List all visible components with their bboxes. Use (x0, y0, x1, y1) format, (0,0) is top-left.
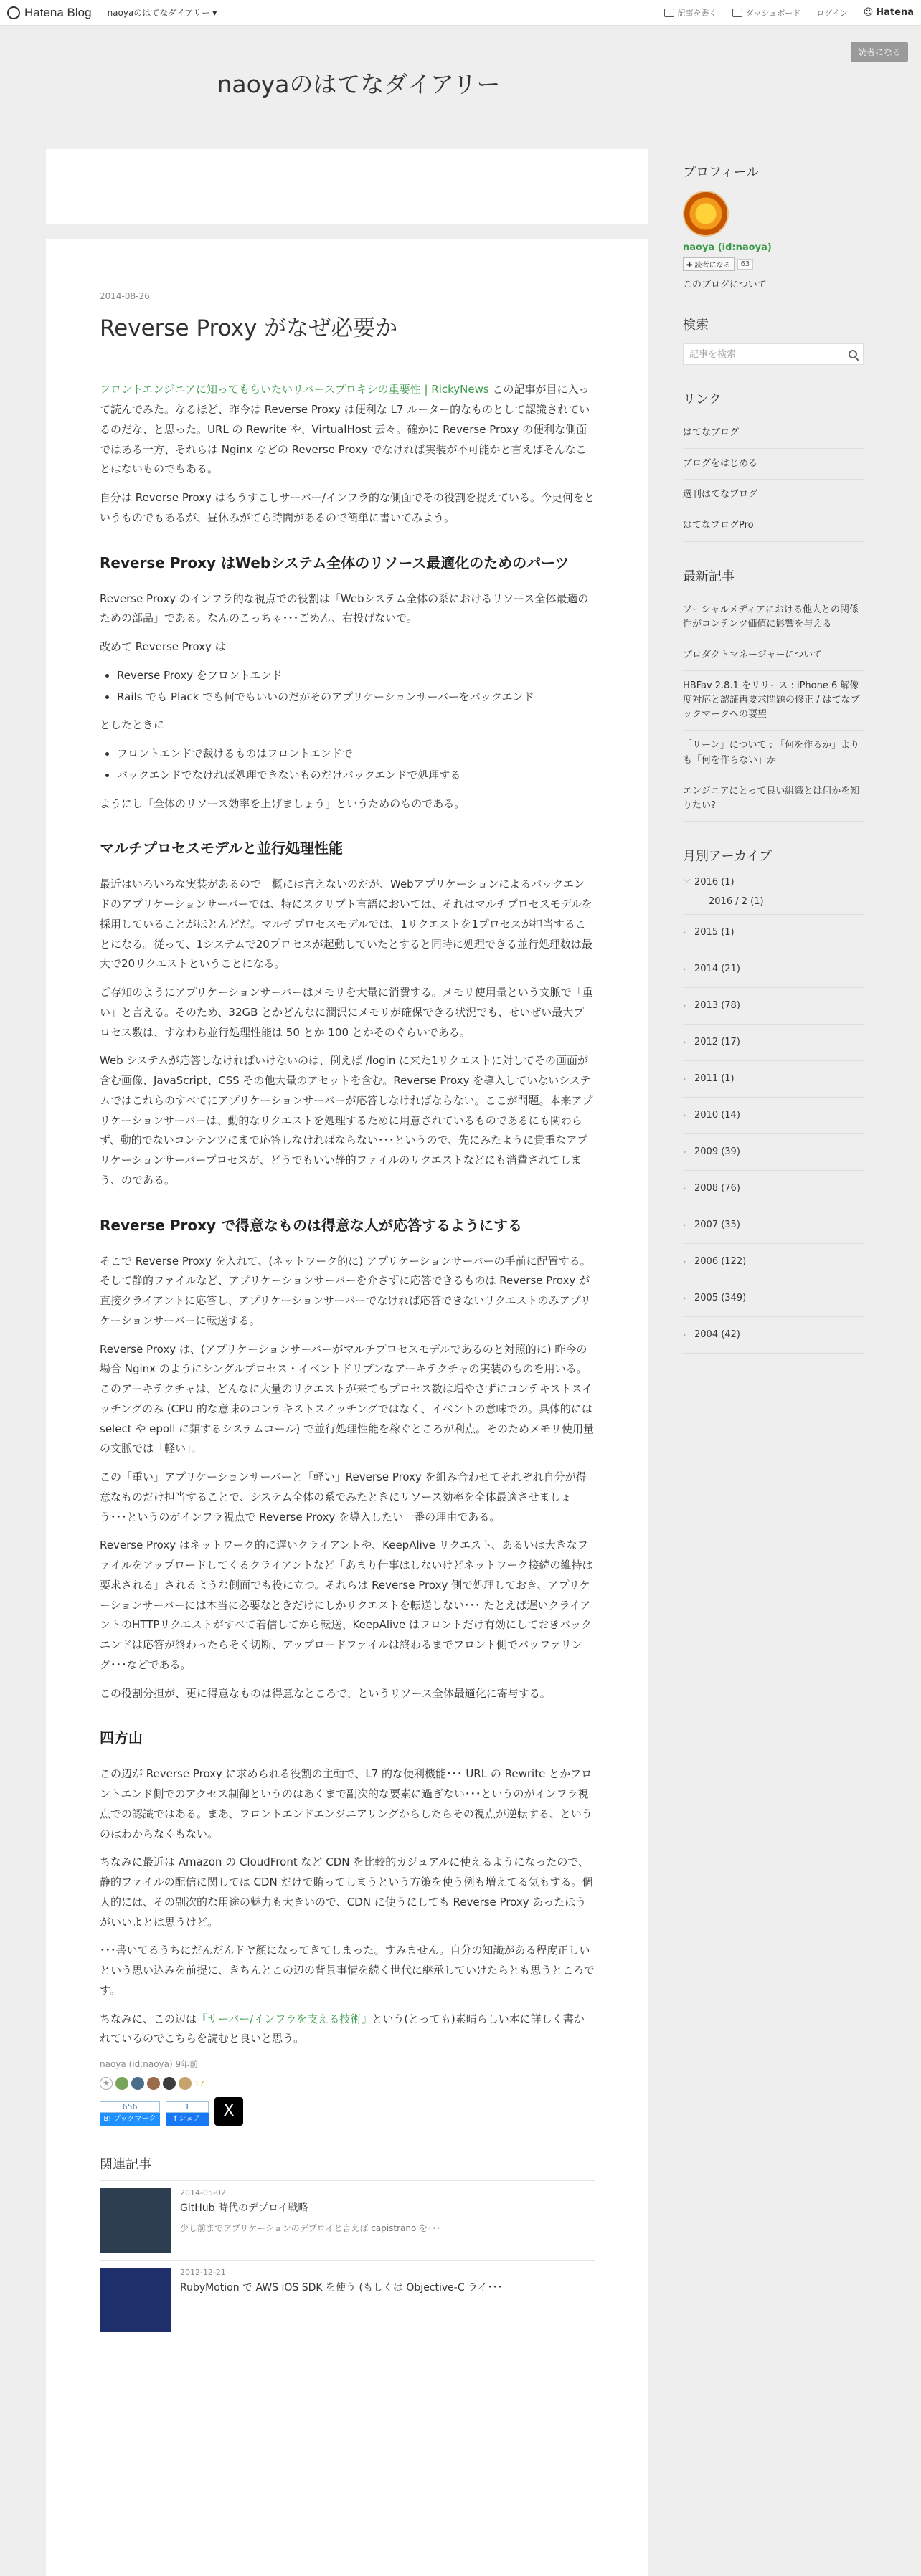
login-link[interactable] (816, 7, 847, 19)
referenced-article-link[interactable]: フロントエンジニアに知ってもらいたいリバースプロキシの重要性 | RickyNews (100, 383, 489, 396)
facebook-label: f シェア (166, 2113, 209, 2126)
blog-title[interactable]: naoyaのはてなダイアリー (217, 70, 501, 98)
entry-article (46, 239, 648, 2576)
paragraph: ･･･書いてるうちにだんだんドヤ顔になってきてしまった。すみません。自分の知識がある程度正しいという思い込みを前提に、きちんとこの辺の背景事情を続く世代に継承していけたらとも思うところです。 (100, 1944, 595, 1997)
paragraph-text: この記事が目に入って読んでみた。なるほど、昨今は Reverse Proxy は便利な L7 ルーター的なものとして認識されているのだな、と思った。URL の Rewrite や、VirtualHost 云々。確かに Reverse Proxy の便利な側面ではある一方、それらは Nginx などの Reverse Proxy でなければ実装が不可能かと言えばそんなことはないものでもある。 (100, 383, 590, 476)
paragraph-text: ちなみに、この辺は (100, 2012, 197, 2025)
links-module (683, 389, 864, 542)
hatena-bookmark-button[interactable] (100, 2101, 160, 2126)
archive-year[interactable] (683, 951, 864, 988)
search-module (683, 315, 864, 365)
avatar[interactable] (683, 191, 729, 237)
archive-year-link[interactable]: 2012 (17) (694, 1037, 740, 1048)
profile-module (683, 162, 864, 290)
facebook-count: 1 (166, 2101, 209, 2113)
star-user-avatar[interactable] (147, 2077, 160, 2090)
entry-body (100, 380, 595, 2049)
bookmark-label: B! ブックマーク (100, 2113, 160, 2126)
paragraph: 自分は Reverse Proxy はもうすこしサーバー/インフラ的な側面でその役割を捉えている。今更何をというものでもあるが、昼休みがてら時間があるので簡単に書いてみよう。 (100, 491, 595, 524)
profile-title: プロフィール (683, 165, 760, 180)
write-entry-label: 記事を書く (677, 8, 717, 18)
write-entry-link[interactable] (664, 7, 717, 19)
book-link[interactable]: 『サーバー/インフラを支える技術』 (197, 2012, 372, 2025)
paragraph: ちなみに最近は Amazon の CloudFront など CDN を比較的カジュアルに使えるようになったので、静的ファイルの配信に関しては CDN だけで賄ってしまうという方策を使う例も増えてる気もする。個人的には、その副次的な用途の魅力も大きいので、CDN に使うにしても Reverse Proxy あったほうがいいよとは思うけど。 (100, 1855, 593, 1929)
chevron-right-icon[interactable]: › (683, 1330, 686, 1340)
search-title: 検索 (683, 318, 709, 333)
chevron-right-icon[interactable]: › (683, 1037, 686, 1047)
chevron-right-icon[interactable]: › (683, 964, 686, 974)
related-entry-date: 2014-05-02 (180, 2188, 226, 2198)
blog-name-label: naoyaのはてなダイアリー (107, 8, 211, 18)
archive-year[interactable] (683, 1025, 864, 1061)
bookmark-count: 656 (100, 2101, 160, 2113)
chevron-right-icon[interactable]: › (683, 1293, 686, 1303)
hatena-label: Hatena (876, 7, 914, 18)
chevron-right-icon[interactable]: › (683, 1257, 686, 1267)
chevron-down-icon[interactable]: ﹀ (683, 878, 691, 888)
archive-year-link[interactable]: 2015 (1) (694, 927, 735, 938)
paragraph: この役割分担が、更に得意なものは得意なところで、というリソース全体最適化に寄与する。 (100, 1686, 551, 1700)
facebook-share-button[interactable] (166, 2101, 209, 2126)
link-item[interactable]: 週刊はてなブログ (683, 480, 864, 510)
star-user-avatar[interactable] (131, 2077, 144, 2090)
chevron-right-icon[interactable]: › (683, 1147, 686, 1157)
archive-year-link[interactable]: 2006 (122) (694, 1256, 747, 1268)
archive-year-link[interactable]: 2008 (76) (694, 1183, 740, 1194)
related-entry-date: 2012-12-21 (180, 2268, 226, 2278)
archive-year-link[interactable]: 2004 (42) (694, 1329, 740, 1341)
recent-entry-link[interactable]: プロダクトマネージャーについて (683, 640, 864, 671)
caret-down-icon: ▾ (212, 7, 217, 18)
search-input[interactable] (689, 349, 849, 360)
section-heading: Reverse Proxy はWebシステム全体のリソース最適化のためのパーツ (100, 553, 570, 571)
star-user-avatar[interactable] (115, 2077, 128, 2090)
recent-entries-title: 最新記事 (683, 569, 735, 584)
hatena-blog-logo[interactable] (7, 6, 92, 20)
hatena-blog-brand-text: Hatena Blog (24, 5, 92, 19)
dashboard-label: ダッシュボード (745, 8, 801, 18)
archive-year[interactable] (683, 1061, 864, 1098)
entry-footer-author[interactable]: naoya (id:naoya) 9年前 (100, 2059, 199, 2070)
paragraph: Reverse Proxy は、(アプリケーションサーバーがマルチプロセスモデルであるのと対照的に) 昨今の場合 Nginx のようにシングルプロセス・イベントドリブンなアーキテクチャの実装のものを用いる。このアーキテクチャは、どんなに大量のリクエストが来てもプロセス数は増やさずにコンテキストスイッチングのみ (CPU 的な意味のコンテキストスイッチングではなく、イベントの意味での。具体的には select や epoll に類するシステムコール) で並行処理性能を稼ぐところが利点。そのためメモリ使用量の文脈では「軽い」。 (100, 1342, 594, 1455)
list-item: • Rails でも Plack でも何でもいいのだがそのアプリケーションサーバーをバックエンド (117, 688, 595, 708)
archive-year[interactable] (683, 1171, 864, 1207)
related-entry-title[interactable]: GitHub 時代のデプロイ戦略 (180, 2202, 308, 2215)
archive-year-link[interactable]: 2007 (35) (694, 1220, 740, 1231)
global-header (0, 0, 921, 26)
archive-year[interactable] (683, 915, 864, 951)
paragraph: ようにし「全体のリソース効率を上げましょう」というためのものである。 (100, 797, 466, 810)
archive-year-expanded (683, 875, 864, 915)
paragraph: としたときに (100, 718, 165, 732)
paragraph: この辺が Reverse Proxy に求められる役割の主軸で、L7 的な便利機能･･･ URL の Rewrite とかフロントエンド側でのアクセス制御というのはあくまで副次的な要素に過ぎない･･･というのがインフラ視点での認識ではある。まあ、フロントエンドエンジニアリングからしたらその視点が逆転する、というのはわからなくもない。 (100, 1767, 592, 1840)
reader-count[interactable]: 63 (737, 259, 754, 270)
paragraph: ご存知のようにアプリケーションサーバーはメモリを大量に消費する。メモリ使用量という文脈で「重い」と言える。そのため、32GB とかどんなに潤沢にメモリが確保できる状況でも、せいぜい最大プロセス数は、すなわち並行処理性能は 50 とか 100 とかそのぐらいである。 (100, 986, 593, 1039)
ad-area (46, 149, 648, 224)
bullet-list (117, 666, 595, 708)
share-buttons (100, 2097, 595, 2126)
hatena-blog-logo-icon (7, 6, 20, 19)
archive-module (683, 846, 864, 1354)
star-count[interactable]: 17 (194, 2078, 204, 2088)
subscribe-button[interactable]: 読者になる (851, 42, 908, 62)
pencil-icon (664, 9, 674, 17)
recent-entry-link[interactable]: エンジニアにとって良い組織とは何かを知りたい? (683, 776, 864, 822)
paragraph: そこで Reverse Proxy を入れて、(ネットワーク的に) アプリケーションサーバーの手前に配置する。そして静的ファイルなど、アプリケーションサーバーを介さずに応答できるものは Reverse Proxy が直接クライアントに応答し、アプリケーションサーバーでなければ応答できないリクエストのみアプリケーションサーバーに転送する。 (100, 1254, 592, 1327)
list-item: • Reverse Proxy をフロントエンド (117, 666, 595, 686)
profile-subscribe-button[interactable]: ✚ 読者になる (683, 257, 735, 271)
related-entry-thumbnail[interactable] (100, 2188, 171, 2253)
login-label: ログイン (816, 8, 848, 18)
archive-year[interactable] (683, 1244, 864, 1280)
archive-year-link[interactable]: 2005 (349) (694, 1293, 747, 1304)
recent-entry-link[interactable]: ソーシャルメディアにおける他人との関係性がコンテンツ価値に影響を与える (683, 595, 864, 640)
archive-year[interactable] (683, 1098, 864, 1134)
archive-year-link[interactable]: 2016 (1) (694, 877, 735, 888)
archive-year[interactable] (683, 988, 864, 1025)
link-item[interactable]: ブログをはじめる (683, 449, 864, 480)
blog-name-menu[interactable] (108, 6, 217, 19)
hatena-menu[interactable] (864, 7, 914, 18)
chevron-right-icon[interactable]: › (683, 1001, 686, 1011)
archive-year-link[interactable]: 2010 (14) (694, 1110, 740, 1121)
paragraph: この「重い」アプリケーションサーバーと「軽い」Reverse Proxy を組み合わせてそれぞれ自分が得意なものだけ担当することで、システム全体の系でみたときにリソース効率を全体最適させましょう･･･というのがインフラ視点で Reverse Proxy を導入したい一番の理由である。 (100, 1470, 587, 1524)
archive-month-link[interactable]: 2016 / 2 (1) (709, 895, 764, 907)
links-title: リンク (683, 392, 722, 407)
archive-year-link[interactable]: 2009 (39) (694, 1146, 740, 1158)
archive-year-link[interactable]: 2014 (21) (694, 964, 740, 975)
star-row (100, 2077, 595, 2090)
paragraph-text: という(とっても)素晴らしい本に詳しく書かれているのでこちらを読むと良いと思う。 (100, 2012, 585, 2045)
recent-entry-link[interactable]: 「リーン」について : 「何を作るか」よりも「何を作らない」か (683, 731, 864, 776)
archive-year-link[interactable]: 2011 (1) (694, 1073, 735, 1085)
star-user-avatar[interactable] (179, 2077, 192, 2090)
chevron-right-icon[interactable]: › (683, 1220, 686, 1230)
profile-name[interactable]: naoya (id:naoya) (683, 242, 772, 253)
chevron-right-icon[interactable]: › (683, 1074, 686, 1084)
search-icon[interactable] (849, 350, 857, 358)
archive-year[interactable] (683, 1134, 864, 1171)
archive-year[interactable] (683, 1207, 864, 1244)
paragraph (100, 2010, 595, 2050)
archive-year[interactable] (683, 1280, 864, 1317)
dashboard-link[interactable] (732, 7, 800, 19)
archive-year-link[interactable]: 2013 (78) (694, 1000, 740, 1012)
archive-year[interactable] (683, 1317, 864, 1354)
paragraph: Reverse Proxy のインフラ的な視点での役割は「Webシステム全体の系におけるリソース全体最適のための部品」である。なんのこっちゃ･･･ごめん、右投げないで。 (100, 591, 589, 625)
related-entry[interactable] (100, 2260, 595, 2339)
x-share-button[interactable]: X (214, 2097, 243, 2126)
archive-title: 月別アーカイブ (683, 848, 773, 864)
list-item: • フロントエンドで裁けるものはフロントエンドで (117, 744, 595, 764)
entry-title[interactable]: Reverse Proxy がなぜ必要か (100, 315, 398, 341)
chevron-right-icon[interactable]: › (683, 928, 686, 938)
add-star-icon[interactable]: ★ (100, 2077, 113, 2090)
paragraph (100, 380, 595, 480)
related-entry[interactable] (100, 2180, 595, 2260)
paragraph: 改めて Reverse Proxy は (100, 640, 226, 654)
section-heading: マルチプロセスモデルと並行処理性能 (100, 840, 343, 857)
link-item[interactable]: はてなブログ (683, 418, 864, 449)
star-user-avatar[interactable] (163, 2077, 176, 2090)
related-entry-title[interactable]: RubyMotion で AWS iOS SDK を使う (もしくは Objective-C ライ･･･ (180, 2282, 503, 2294)
section-heading: 四方山 (100, 1729, 143, 1747)
paragraph: 最近はいろいろな実装があるので一概には言えないのだが、Webアプリケーションによるバックエンドのアプリケーションサーバーでは、特にスクリプト言語においては、それはマルチプロセスモデルを採用していることがほとんどだ。マルチプロセスモデルでは、1リクエストを1プロセスが担当することになる。従って、1システムで20プロセスが起動していたとすると同時に処理できる並行処理数は最大で20リクエストということになる。 (100, 878, 593, 971)
bullet-list (117, 744, 595, 786)
hatena-logo-icon: ☺ (863, 7, 874, 18)
paragraph: Web システムが応答しなければいけないのは、例えば /login に来た1リクエストに対してその画面が含む画像、JavaScript、CSS その他大量のアセットを含む。Reverse Proxy を導入していないシステムではこれらのすべてにアプリケーションサーバーが応答しなければならない。ここが問題。本来アプリケーションサーバーは、動的なリクエストを処理するために用意されているものであるにも関わらず、動的でないコンテンツにまで応答しなければならない･･･というので、先にみたように貴重なアプリケーションサーバープロセスが、どうでもいい静的ファイルのリクエストなどにも消費されてしまう、のである。 (100, 1054, 593, 1187)
dashboard-icon (732, 9, 742, 17)
search-box (683, 343, 864, 365)
list-item: • バックエンドでなければ処理できないものだけバックエンドで処理する (117, 766, 595, 786)
chevron-right-icon[interactable]: › (683, 1184, 686, 1194)
related-entries-title: 関連記事 (100, 2157, 151, 2173)
recent-entry-link[interactable]: HBFav 2.8.1 をリリース : iPhone 6 解像度対応と認証再要求問題の修正 / はてなブックマークへの要望 (683, 671, 864, 731)
paragraph: Reverse Proxy はネットワーク的に遅いクライアントや、KeepAlive リクエスト、あるいは大きなファイルをアップロードしてくるクライアントなど「あまり仕事はしないけどネットワーク接続の維持は要求される」されるような側面でも役に立つ。それらは Reverse Proxy 側で処理しておき、アプリケーションサーバーには本当に必要なときだけにしかリクエストを転送しない･･･ たとえば遅いクライアントのHTTPリクエストがすべて着信してから転送、KeepAlive はフロントだけ有効にしておきバックエンドは応答が終わったらそく切断、アップロードファイルは終わるまでフロント側でバッファリング･･･などである。 (100, 1539, 593, 1671)
related-entry-thumbnail[interactable] (100, 2268, 171, 2332)
section-heading: Reverse Proxy で得意なものは得意な人が応答するようにする (100, 1216, 523, 1234)
related-entry-snippet: 少し前までアプリケーションのデプロイと言えば capistrano を･･･ (180, 2223, 441, 2234)
link-item[interactable]: はてなブログPro (683, 510, 864, 541)
about-blog-link[interactable]: このブログについて (683, 280, 767, 290)
sidebar (683, 162, 864, 1378)
chevron-right-icon[interactable]: › (683, 1111, 686, 1121)
recent-entries-module (683, 566, 864, 822)
entry-date[interactable]: 2014-08-26 (100, 291, 150, 301)
